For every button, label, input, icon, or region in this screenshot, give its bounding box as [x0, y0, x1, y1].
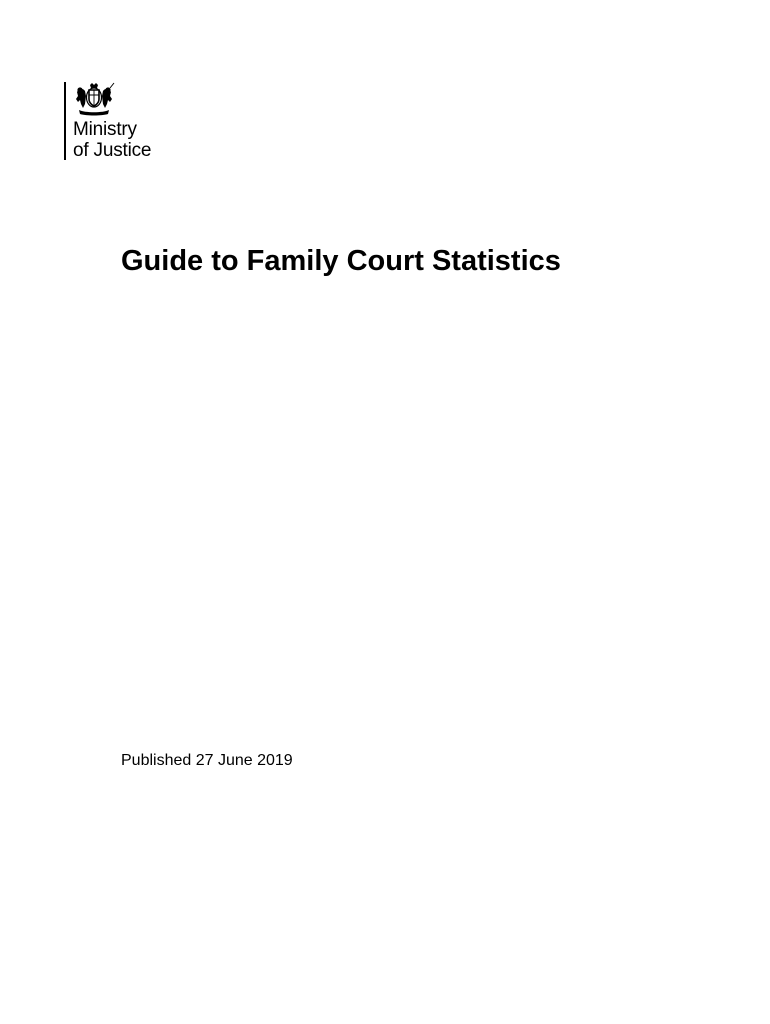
- publication-date: Published 27 June 2019: [121, 752, 293, 769]
- ministry-of-justice-wordmark: [73, 119, 151, 161]
- logo-line-ministry: Ministry: [73, 119, 137, 140]
- logo-divider: [64, 82, 66, 160]
- document-title: Guide to Family Court Statistics: [121, 245, 561, 277]
- ministry-of-justice-logo: [64, 82, 184, 162]
- logo-line-of-justice: of Justice: [73, 140, 152, 161]
- royal-coat-of-arms-icon: [73, 82, 115, 116]
